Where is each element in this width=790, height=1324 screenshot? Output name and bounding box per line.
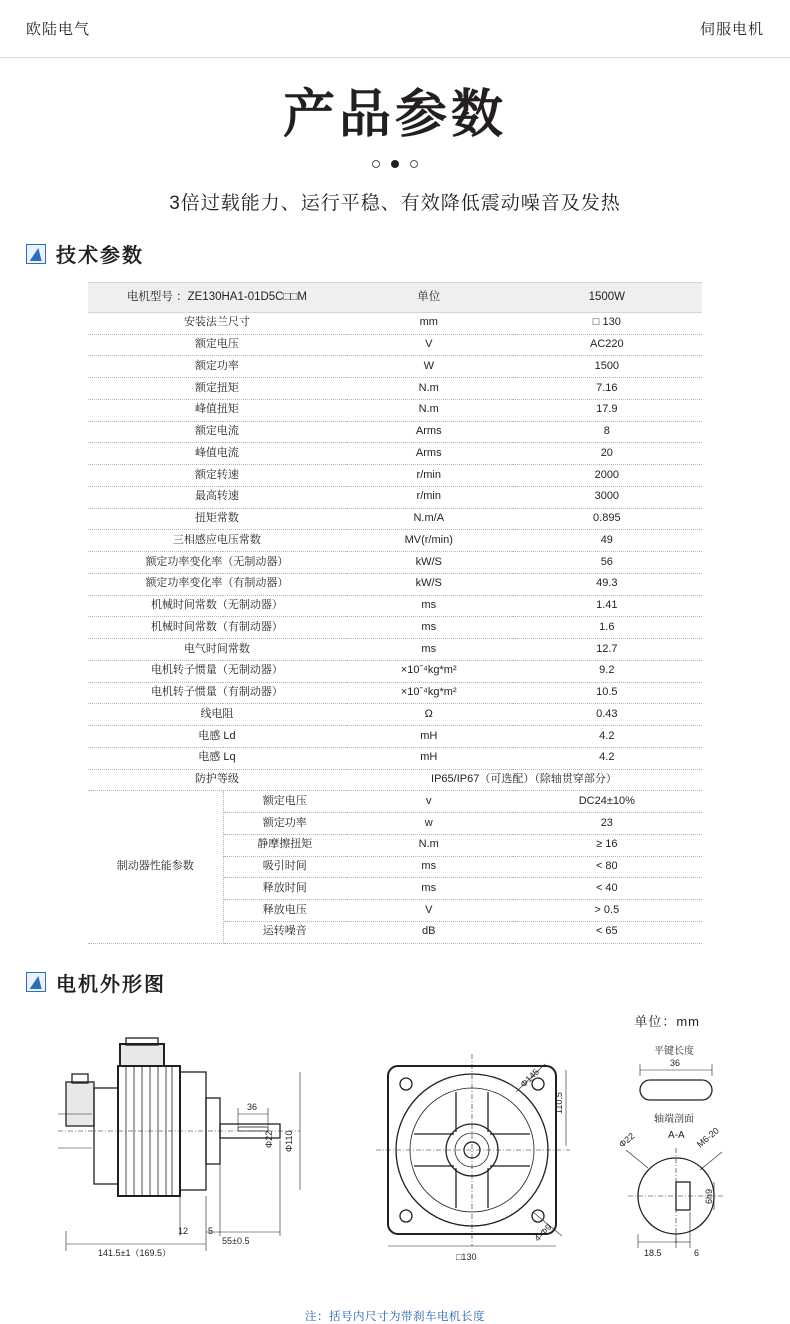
row-name: 防护等级: [88, 769, 346, 791]
table-row: [88, 552, 702, 574]
dim-12: 12: [178, 1225, 189, 1236]
row-name: 电感 Lq: [88, 747, 346, 769]
row-unit: w: [346, 813, 512, 835]
dim-key-value: 36: [670, 1057, 681, 1068]
carousel-dot-2[interactable]: [391, 160, 399, 168]
dim-total-length: 141.5±1（169.5）: [98, 1247, 171, 1258]
row-name: 三相感应电压常数: [88, 530, 346, 552]
table-header-row: [88, 283, 702, 312]
brake-group-label: 制动器性能参数: [88, 791, 223, 943]
dim-front-height: 110.5: [554, 1091, 564, 1114]
row-value: 12.7: [512, 639, 702, 661]
row-unit: N.m: [346, 834, 512, 856]
section-heading-tech: [26, 239, 790, 268]
row-unit: mH: [346, 726, 512, 748]
page-header: [0, 0, 790, 58]
row-unit: ×10ˉ⁴kg*m²: [346, 660, 512, 682]
table-row: [88, 465, 702, 487]
table-row: [88, 682, 702, 704]
row-unit: dB: [346, 921, 512, 943]
row-unit: Arms: [346, 443, 512, 465]
row-unit: r/min: [346, 465, 512, 487]
row-unit: N.m: [346, 399, 512, 421]
section-title-outline: 电机外形图: [56, 973, 166, 996]
row-value: □ 130: [512, 312, 702, 334]
unit-note: 单位：mm: [634, 1013, 700, 1029]
row-name: 额定电压: [223, 791, 346, 813]
row-name: 电机转子惯量（有制动器）: [88, 682, 346, 704]
table-row-protection: [88, 769, 702, 791]
row-name: 额定电流: [88, 421, 346, 443]
table-row: [88, 399, 702, 421]
row-value: 2000: [512, 465, 702, 487]
dim-bolt-holes: 4-Φ9: [532, 1221, 554, 1243]
dim-thread: M6-20: [694, 1124, 721, 1150]
row-value: ≥ 16: [512, 834, 702, 856]
row-value: 7.16: [512, 378, 702, 400]
spec-table-wrap: [0, 282, 790, 943]
row-unit: ms: [346, 617, 512, 639]
carousel-dots: [0, 160, 790, 168]
row-name: 释放时间: [223, 878, 346, 900]
spec-table: [88, 282, 702, 943]
row-unit: ms: [346, 595, 512, 617]
row-name: 额定功率: [88, 356, 346, 378]
row-value: 10.5: [512, 682, 702, 704]
dim-18-5: 18.5: [644, 1247, 662, 1258]
carousel-dot-3[interactable]: [410, 160, 418, 168]
dim-rear-length: 55±0.5: [222, 1235, 250, 1246]
outline-drawing: [0, 1036, 790, 1306]
row-name: 电感 Ld: [88, 726, 346, 748]
row-value: DC24±10%: [512, 791, 702, 813]
row-value: 23: [512, 813, 702, 835]
table-row: [88, 486, 702, 508]
dim-6: 6: [694, 1247, 700, 1258]
unit-header: 单位: [346, 283, 512, 312]
dim-6h9: 6h9: [704, 1188, 714, 1204]
row-value: 0.43: [512, 704, 702, 726]
side-view: [58, 1038, 300, 1258]
power-header: 1500W: [512, 283, 702, 312]
row-name: 安装法兰尺寸: [88, 312, 346, 334]
table-row: [88, 704, 702, 726]
row-name: 扭矩常数: [88, 508, 346, 530]
row-name: 最高转速: [88, 486, 346, 508]
row-name: 电机转子惯量（无制动器）: [88, 660, 346, 682]
table-row: [88, 334, 702, 356]
brand-name: 欧陆电气: [26, 21, 91, 38]
table-row: [88, 356, 702, 378]
row-value: 49: [512, 530, 702, 552]
table-row: [88, 639, 702, 661]
row-unit: mm: [346, 312, 512, 334]
dim-square: □130: [456, 1251, 477, 1262]
row-value: < 80: [512, 856, 702, 878]
table-row: [88, 617, 702, 639]
row-name: 峰值扭矩: [88, 399, 346, 421]
row-unit: ms: [346, 856, 512, 878]
row-unit: mH: [346, 747, 512, 769]
row-unit: MV(r/min): [346, 530, 512, 552]
row-value: < 65: [512, 921, 702, 943]
table-row: [88, 573, 702, 595]
row-value: < 40: [512, 878, 702, 900]
row-name: 线电阻: [88, 704, 346, 726]
row-name: 额定转速: [88, 465, 346, 487]
table-row: [88, 508, 702, 530]
page-subtitle: 3倍过载能力、运行平稳、有效降低震动噪音及发热: [169, 193, 621, 215]
table-row: [88, 726, 702, 748]
table-row: [88, 378, 702, 400]
row-name: 额定功率: [223, 813, 346, 835]
row-value: 20: [512, 443, 702, 465]
dim-5: 5: [208, 1225, 214, 1236]
row-unit: ms: [346, 639, 512, 661]
row-value: IP65/IP67（可选配）（除轴贯穿部分）: [346, 769, 702, 791]
drawing-note: 注：括号内尺寸为带刹车电机长度: [305, 1310, 485, 1323]
detail-views: [617, 1044, 724, 1258]
row-unit: kW/S: [346, 573, 512, 595]
row-value: 8: [512, 421, 702, 443]
row-name: 机械时间常数（无制动器）: [88, 595, 346, 617]
row-value: 1.41: [512, 595, 702, 617]
row-value: 56: [512, 552, 702, 574]
row-name: 峰值电流: [88, 443, 346, 465]
row-name: 额定扭矩: [88, 378, 346, 400]
page-title: 产品参数: [282, 86, 507, 144]
carousel-dot-1[interactable]: [372, 160, 380, 168]
row-value: 3000: [512, 486, 702, 508]
row-value: AC220: [512, 334, 702, 356]
row-unit: ms: [346, 878, 512, 900]
row-name: 机械时间常数（有制动器）: [88, 617, 346, 639]
section-title-tech: 技术参数: [56, 245, 144, 268]
table-row: [88, 443, 702, 465]
row-name: 释放电压: [223, 900, 346, 922]
front-view: [376, 1054, 570, 1262]
row-unit: ×10ˉ⁴kg*m²: [346, 682, 512, 704]
row-unit: V: [346, 900, 512, 922]
row-value: 1500: [512, 356, 702, 378]
row-value: 49.3: [512, 573, 702, 595]
row-value: 1.6: [512, 617, 702, 639]
row-unit: Arms: [346, 421, 512, 443]
table-row: [88, 660, 702, 682]
model-value: ZE130HA1-01D5C□□M: [187, 291, 307, 304]
label-key-length: 平键长度: [654, 1045, 694, 1057]
table-row: [88, 530, 702, 552]
row-unit: r/min: [346, 486, 512, 508]
dim-front-dia: Φ145: [518, 1066, 542, 1089]
row-unit: v: [346, 791, 512, 813]
title-block: [0, 58, 790, 215]
table-row: [88, 595, 702, 617]
row-value: > 0.5: [512, 900, 702, 922]
row-name: 额定功率变化率（无制动器）: [88, 552, 346, 574]
row-unit: W: [346, 356, 512, 378]
model-label: 电机型号 ：: [126, 291, 188, 304]
row-name: 电气时间常数: [88, 639, 346, 661]
row-name: 运转噪音: [223, 921, 346, 943]
row-value: 0.895: [512, 508, 702, 530]
dim-key-length: 36: [247, 1101, 258, 1112]
dim-section-dia: Φ22: [616, 1130, 637, 1150]
row-unit: Ω: [346, 704, 512, 726]
row-unit: N.m: [346, 378, 512, 400]
table-row: [88, 312, 702, 334]
label-section: 轴端剖面: [654, 1113, 694, 1125]
row-value: 4.2: [512, 747, 702, 769]
row-unit: kW/S: [346, 552, 512, 574]
table-row: [88, 421, 702, 443]
row-name: 额定功率变化率（有制动器）: [88, 573, 346, 595]
drawing-svg: [0, 1036, 790, 1301]
section-heading-outline: [26, 968, 790, 997]
pen-icon: [26, 244, 46, 264]
pen-icon: [26, 972, 46, 992]
row-unit: V: [346, 334, 512, 356]
row-value: 17.9: [512, 399, 702, 421]
product-category: 伺服电机: [699, 21, 764, 38]
row-value: 4.2: [512, 726, 702, 748]
row-unit: N.m/A: [346, 508, 512, 530]
dim-flange-pilot: Φ110: [284, 1129, 294, 1152]
row-name: 静摩擦扭矩: [223, 834, 346, 856]
table-row: [88, 747, 702, 769]
row-value: 9.2: [512, 660, 702, 682]
label-section-name: A-A: [668, 1129, 685, 1141]
dim-shaft-dia: Φ22: [264, 1130, 274, 1148]
row-name: 吸引时间: [223, 856, 346, 878]
table-row-brake: [88, 791, 702, 813]
row-name: 额定电压: [88, 334, 346, 356]
model-cell: [88, 283, 346, 312]
